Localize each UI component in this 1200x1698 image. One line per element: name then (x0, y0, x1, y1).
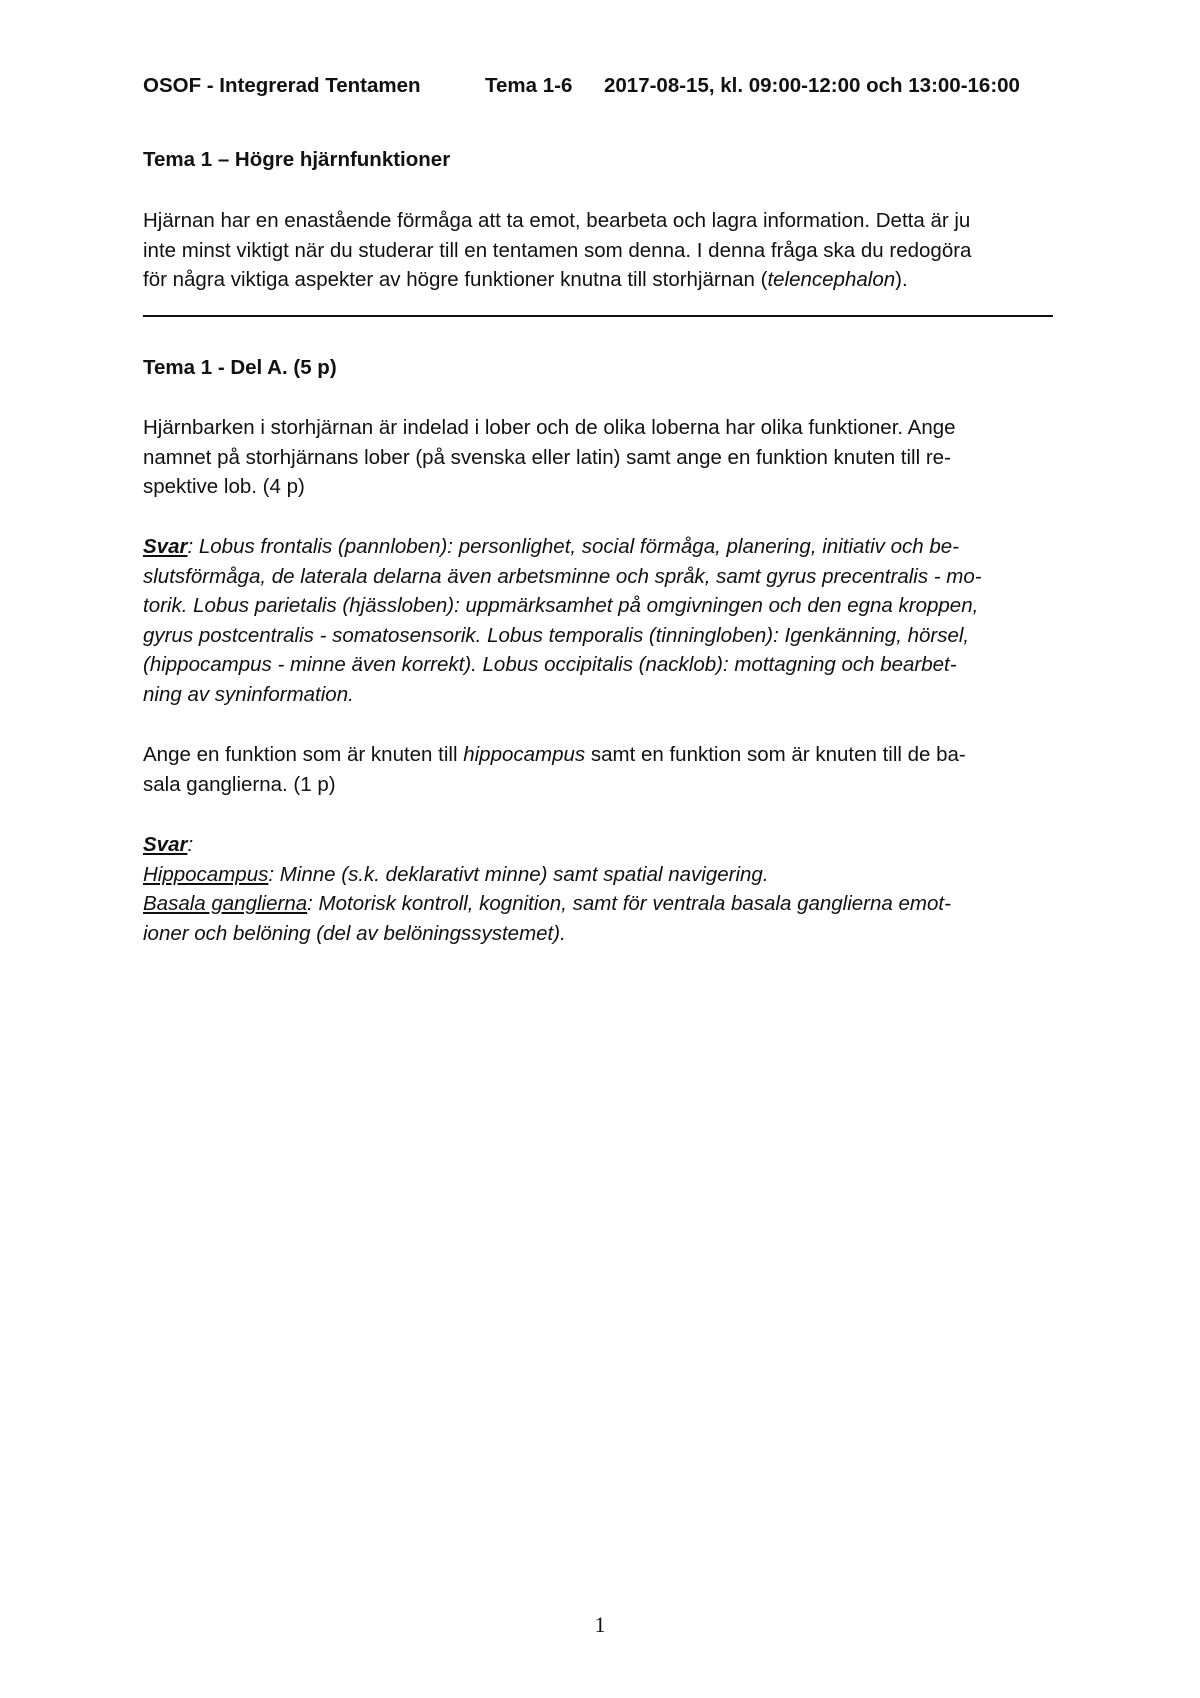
question-line: spektive lob. (4 p) (143, 475, 305, 498)
basal-ganglia-text: : Motorisk kontroll, kognition, samt för ventrala basala ganglierna emot- (307, 892, 951, 915)
intro-line: inte minst viktigt när du studerar till en tentamen som denna. I denna fråga ska du redogöra (143, 238, 972, 262)
svar-label: Svar (143, 833, 188, 856)
part-title: Tema 1 - Del A. (5 p) (143, 356, 337, 379)
header-course: OSOF - Integrerad Tentamen (143, 74, 421, 97)
intro-line: Hjärnan har en enastående förmåga att ta emot, bearbeta och lagra information. Detta är ju (143, 209, 971, 232)
question-text: Ange en funktion som är knuten till (143, 743, 464, 766)
question-1 (143, 413, 1058, 502)
answer-line: ioner och belöning (del av belöningssystemet). (143, 921, 566, 945)
question-line (143, 740, 1058, 770)
section-title: Tema 1 – Högre hjärnfunktioner (143, 148, 451, 171)
intro-line-text: för några viktiga aspekter av högre funktioner knutna till storhjärnan ( (143, 268, 768, 291)
svar-colon: : (187, 833, 194, 856)
question-2 (143, 740, 1058, 799)
answer-line (143, 889, 1058, 919)
answer-line: slutsförmåga, de laterala delarna även arbetsminne och språk, samt gyrus precentralis - mo- (143, 564, 982, 588)
question-line: Hjärnbarken i storhjärnan är indelad i lober och de olika loberna har olika funktioner. Ange (143, 416, 956, 439)
answer-line (143, 860, 1058, 890)
svar-label: Svar (143, 535, 188, 558)
svar-colon: : (187, 535, 194, 558)
intro-end: ). (895, 268, 908, 291)
intro-term: telencephalon (767, 268, 896, 291)
answer-line: ning av syninformation. (143, 682, 354, 706)
hippocampus-label: Hippocampus (143, 862, 269, 886)
answer-line: (hippocampus - minne även korrekt). Lobus occipitalis (nacklob): mottagning och bearbet- (143, 653, 957, 676)
header-tema: Tema 1-6 (485, 74, 573, 97)
header-date: 2017-08-15, kl. 09:00-12:00 och 13:00-16:00 (604, 74, 1020, 97)
question-line: sala ganglierna. (1 p) (143, 772, 336, 796)
intro-line (143, 265, 1058, 295)
answer-line: gyrus postcentralis - somatosensorik. Lobus temporalis (tinningloben): Igenkänning, hörsel, (143, 623, 970, 647)
hippocampus-text: : Minne (s.k. deklarativt minne) samt spatial navigering. (268, 862, 769, 886)
section-intro (143, 206, 1058, 295)
page-number: 1 (594, 1612, 606, 1637)
question-line: namnet på storhjärnans lober (på svenska eller latin) samt ange en funktion knuten till re- (143, 445, 951, 469)
basal-ganglia-label: Basala ganglierna (143, 892, 308, 915)
answer-2 (143, 830, 1058, 948)
answer-text: Lobus frontalis (pannloben): personlighet, social förmåga, planering, initiativ och be- (193, 535, 959, 558)
section-divider (143, 315, 1053, 317)
answer-1 (143, 532, 1058, 709)
answer-line (143, 532, 1058, 562)
question-term: hippocampus (463, 743, 586, 766)
answer-line: torik. Lobus parietalis (hjässloben): uppmärksamhet på omgivningen och den egna kroppen, (143, 594, 979, 617)
answer-line (143, 830, 1058, 860)
question-text: samt en funktion som är knuten till de ba- (585, 743, 966, 766)
